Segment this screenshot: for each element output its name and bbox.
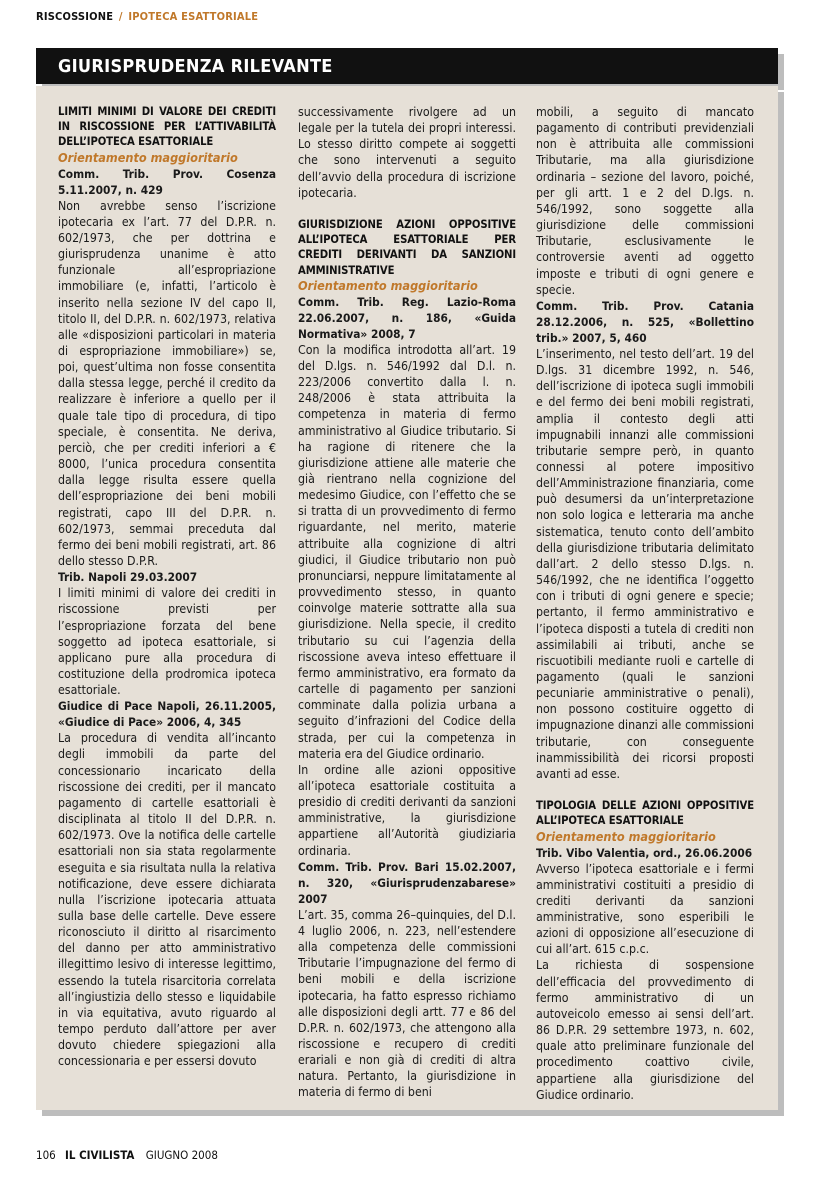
case-reference: Comm. Trib. Prov. Catania 28.12.2006, n. 525, «Bollettino trib.» 2007, 5, 460 (536, 298, 754, 345)
running-header (36, 10, 258, 23)
case-reference: Trib. Napoli 29.03.2007 (58, 570, 198, 585)
page-number: 106 (36, 1148, 56, 1162)
section-heading: TIPOLOGIA DELLE AZIONI OPPOSITIVE ALL’IPOTECA ESATTORIALE (536, 799, 754, 828)
section-heading: GIURISDIZIONE AZIONI OPPOSITIVE ALL’IPOTECA ESATTORIALE PER CREDITI DERIVANTI DA SANZIONI AMMINISTRATIVE (298, 217, 516, 277)
subsection-name: IPOTECA ESATTORIALE (128, 10, 259, 23)
case-reference: Comm. Trib. Reg. Lazio-Roma 22.06.2007, n. 186, «Guida Normativa» 2008, 7 (298, 294, 516, 341)
banner-title: GIURISPRUDENZA RILEVANTE (58, 56, 333, 77)
orientation-label: Orientamento maggioritario (536, 828, 716, 844)
column-1 (58, 104, 276, 1070)
paragraph: L’art. 35, comma 26–quinquies, del D.l. 4 luglio 2006, n. 223, nell’estendere alla competenza delle commissioni Tributarie l’impugnazione del fermo di beni mobili e della iscrizione ipotecaria, ha fatto espresso richiamo alle disposizioni degli artt. 77 e 86 del D.P.R. n. 602/1973, che attengono alla riscossione e recupero di crediti erariali e non già di crediti di altra natura. Pertanto, la giurisdizione in materia di fermo di beni (298, 907, 516, 1100)
header-separator: / (118, 10, 123, 23)
paragraph: I limiti minimi di valore dei crediti in riscossione previsti per l’espropriazione forzata del bene soggetto ad ipoteca esattoriale, si applicano pure alla procedura di costituzione della prodromica ipoteca esattoriale. (58, 586, 276, 698)
case-reference: Comm. Trib. Prov. Cosenza 5.11.2007, n. 429 (58, 166, 276, 197)
paragraph: Non avrebbe senso l’iscrizione ipotecaria ex l’art. 77 del D.P.R. n. 602/1973, che per dottrina e giurisprudenza unanime è atto funzionale all’espropriazione immobiliare (e, infatti, l’articolo è inserito nella sezione IV del capo II, titolo II, del D.P.R. n. 602/1973, relativa alle «disposizioni particolari in materia di espropriazione immobiliare») se, poi, quest’ultima non fosse consentita dalla stessa legge, perché il credito da realizzare è inferiore a quello per il quale tale tipo di procedura, di tipo speciale, è consentita. Ne deriva, perciò, che per crediti inferiori a € 8000, l’unica procedura consentita dalla legge risulta essere quella dell’espropriazione dei beni mobili registrati, capo III del D.P.R. n. 602/1973, semmai preceduta dal fermo dei beni mobili registrati, art. 86 dello stesso D.P.R. (58, 198, 276, 569)
paragraph: La procedura di vendita all’incanto degli immobili da parte del concessionario incaricato della riscossione dei crediti, per il mancato pagamento di cartelle esattoriali è disciplinata al titolo II del D.P.R. n. 602/1973. Ove la notifica delle cartelle esattoriali non sia stata regolarmente eseguita e sia risultata nulla la relativa notificazione, deve essere dichiarata nulla l’iscrizione ipotecaria attuata sulla base delle cartelle. Deve essere riconosciuto il diritto al risarcimento del danno per atto amministrativo illegittimo lesivo di interesse legittimo, essendo la tutela risarcitoria correlata all’ingiustizia dello stesso e liquidabile in via equitativa, avuto riguardo al tempo perduto dall’attore per aver dovuto chiedere spiegazioni alla concessionaria e per essersi dovuto (58, 731, 276, 1069)
section-name: RISCOSSIONE (36, 10, 114, 23)
paragraph: Con la modifica introdotta all’art. 19 del D.lgs. n. 546/1992 dal D.l. n. 223/2006 convertito dalla l. n. 248/2006 è stata attribuita la competenza in materia di fermo amministrativo al Giudice tributario. Si ha ragione di ritenere che la giurisdizione attiene alle materie che già rientrano nella cognizione del medesimo Giudice, con l’effetto che se si tratta di un provvedimento di fermo riguardante, nel merito, materie attribuite alla cognizione di altri giudici, il Giudice tributario non può pronunciarsi, neppure limitatamente al provvedimento stesso, in quanto coinvolge materie sottratte alla sua giurisdizione. Nella specie, il credito tributario su cui l’agenzia della riscossione aveva inteso effettuare il fermo amministrativo, era formato da cartelle di pagamento per sanzioni comminate dalla polizia urbana a seguito d’infrazioni del Codice della strada, per cui la competenza in materia era del Giudice ordinario. (298, 342, 516, 761)
paragraph: La richiesta di sospensione dell’efficacia del provvedimento di fermo amministrativo di un autoveicolo emesso ai sensi dell’art. 86 D.P.R. 29 settembre 1973, n. 602, quale atto preliminare funzionale del procedimento coattivo civile, appartiene alla giurisdizione del Giudice ordinario. (536, 958, 754, 1102)
magazine-name: IL CIVILISTA (65, 1148, 135, 1162)
page-footer (36, 1148, 218, 1162)
column-3 (536, 104, 754, 1103)
issue-date: GIUGNO 2008 (145, 1148, 218, 1162)
column-2 (298, 104, 516, 1101)
orientation-label: Orientamento maggioritario (58, 149, 238, 165)
orientation-label: Orientamento maggioritario (298, 277, 478, 293)
paragraph: Avverso l’ipoteca esattoriale e i fermi amministrativi costituiti a presidio di crediti derivanti da sanzioni amministrative, sono esperibili le azioni di opposizione all’esecuzione di cui all’art. 615 c.p.c. (536, 861, 754, 957)
section-banner (36, 48, 778, 84)
section-heading: LIMITI MINIMI DI VALORE DEI CREDITI IN RISCOSSIONE PER L’ATTIVABILITÀ DELL’IPOTECA ESATTORIALE (58, 105, 276, 149)
paragraph: successivamente rivolgere ad un legale per la tutela dei propri interessi. Lo stesso diritto compete ai soggetti che sono intervenuti a seguito dell’avvio della procedura di iscrizione ipotecaria. (298, 105, 516, 200)
paragraph: mobili, a seguito di mancato pagamento di contributi previdenziali non è attribuita alle commissioni Tributarie, ma alla giurisdizione ordinaria – sezione del lavoro, poiché, per gli artt. 1 e 2 del D.lgs. n. 546/1992, sono soggette alla giurisdizione delle commissioni Tributarie, esclusivamente le controversie aventi ad oggetto imposte e tributi di ogni genere e specie. (536, 105, 754, 297)
paragraph: In ordine alle azioni oppositive all’ipoteca esattoriale costituita a presidio di crediti derivanti da sanzioni amministrative, la giurisdizione appartiene all’Autorità giudiziaria ordinaria. (298, 762, 516, 858)
content-panel (36, 86, 778, 1110)
case-reference: Trib. Vibo Valentia, ord., 26.06.2006 (536, 845, 753, 860)
case-reference: Comm. Trib. Prov. Bari 15.02.2007, n. 320, «Giurisprudenzabarese» 2007 (298, 859, 516, 906)
paragraph: L’inserimento, nel testo dell’art. 19 del D.lgs. 31 dicembre 1992, n. 546, dell’iscrizione di ipoteca sugli immobili e del fermo dei beni mobili registrati, amplia il contesto degli atti impugnabili innanzi alle commissioni tributarie sempre però, in quanto connessi al potere impositivo dell’Amministrazione finanziaria, come può desumersi da un’interpretazione non solo logica e letteraria ma anche sistematica, tenuto conto dell’ambito della giurisdizione tributaria delimitato dall’art. 2 dello stesso D.lgs. n. 546/1992, che ne identifica l’oggetto con i tributi di ogni genere e specie; pertanto, il fermo amministrativo e l’ipoteca disposti a tutela di crediti non assimilabili ai tributi, anche se riscuotibili mediante ruoli e cartelle di pagamento (quali le sanzioni pecuniarie amministrative o penali), non possono costituire oggetto di impugnazione dinanzi alle commissioni tributarie, con conseguente inammissibilità dei ricorsi proposti avanti ad esse. (536, 346, 754, 781)
case-reference: Giudice di Pace Napoli, 26.11.2005, «Giudice di Pace» 2006, 4, 345 (58, 699, 276, 730)
